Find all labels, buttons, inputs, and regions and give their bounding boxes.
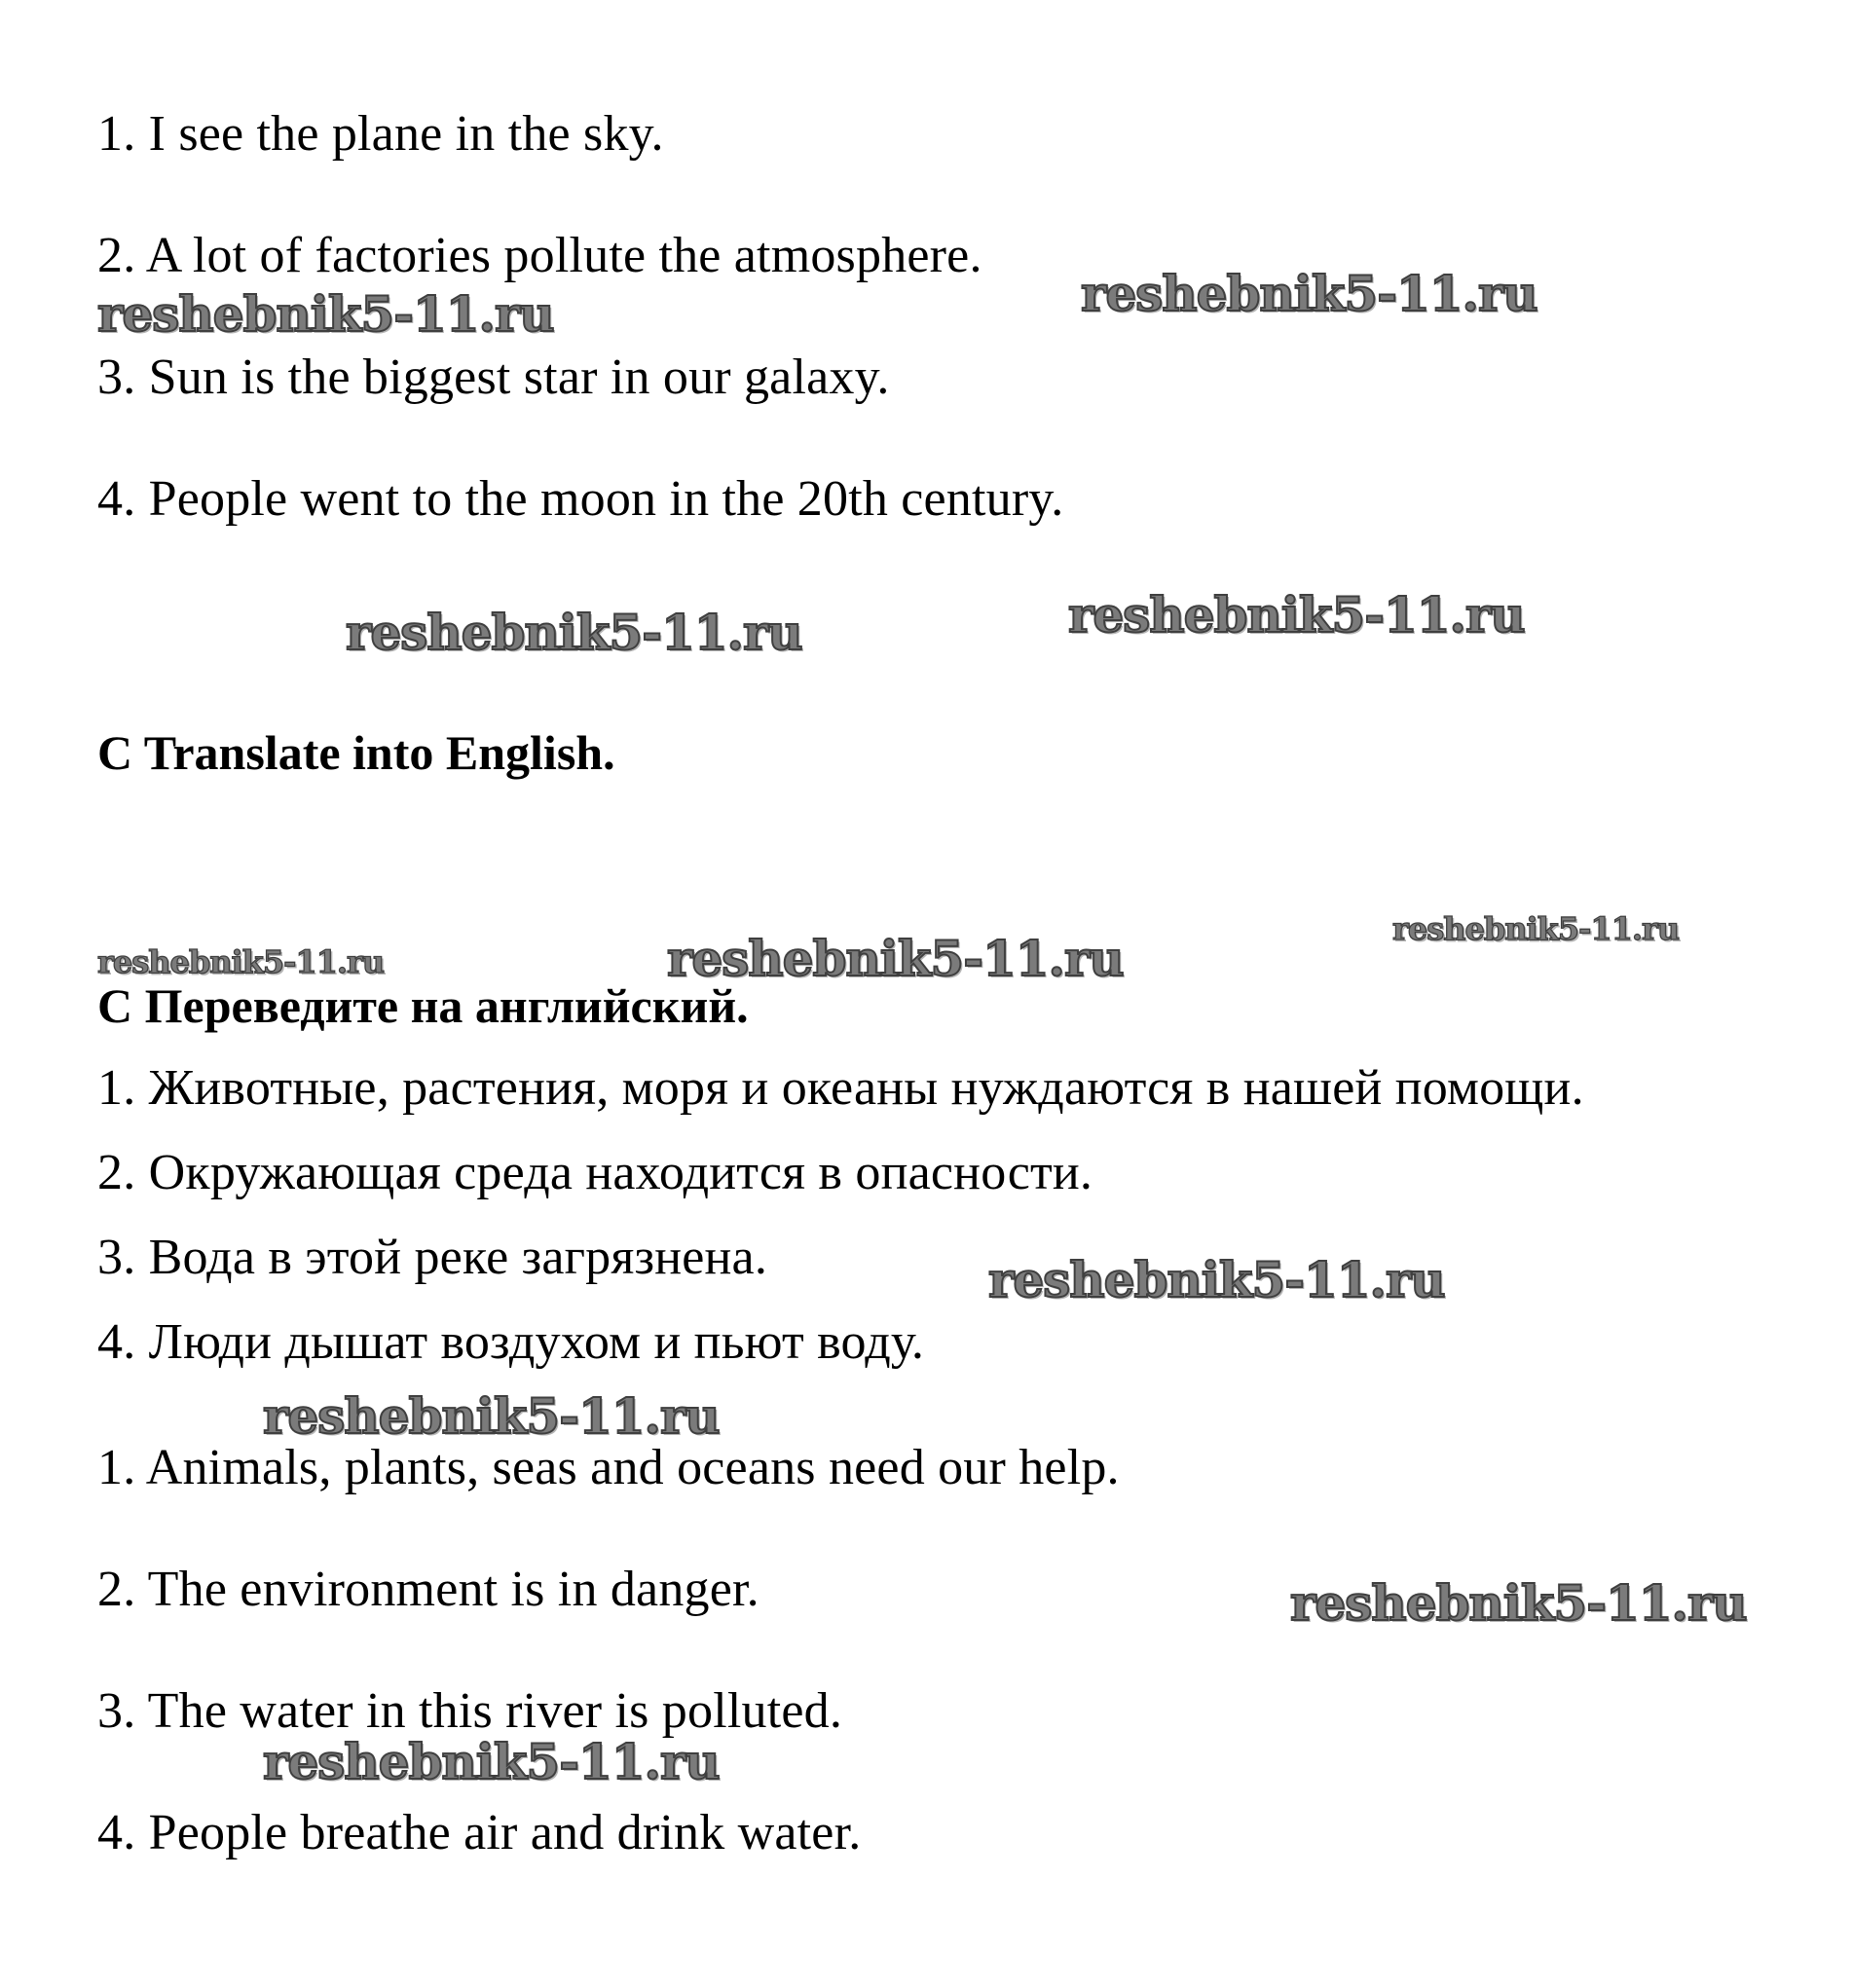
watermark-7: reshebnik5-11.ru [1392,910,1680,947]
english-translation-4: 4. People breathe air and drink water. [97,1805,862,1860]
answer-b-4: 4. People went to the moon in the 20th century. [97,471,1064,527]
watermark-8: reshebnik5-11.ru [988,1251,1445,1308]
russian-sentence-4: 4. Люди дышат воздухом и пьют воду. [97,1314,925,1370]
watermark-11: reshebnik5-11.ru [263,1733,720,1790]
russian-sentence-2: 2. Окружающая среда находится в опасности. [97,1145,1093,1200]
english-translation-2: 2. The environment is in danger. [97,1562,759,1617]
russian-sentence-3: 3. Вода в этой реке загрязнена. [97,1230,768,1285]
russian-sentence-1: 1. Животные, растения, моря и океаны нуждаются в нашей помощи. [97,1060,1584,1116]
answer-b-1: 1. I see the plane in the sky. [97,106,664,162]
watermark-4: reshebnik5-11.ru [1068,586,1525,644]
watermark-5: reshebnik5-11.ru [97,943,385,980]
watermark-1: reshebnik5-11.ru [97,285,554,343]
watermark-6: reshebnik5-11.ru [667,930,1124,987]
watermark-2: reshebnik5-11.ru [1081,265,1537,322]
heading-translate-into-english: C Translate into English. [97,725,615,780]
watermark-9: reshebnik5-11.ru [263,1387,720,1445]
watermark-3: reshebnik5-11.ru [346,604,802,661]
watermark-10: reshebnik5-11.ru [1290,1574,1747,1632]
english-translation-1: 1. Animals, plants, seas and oceans need our help. [97,1440,1120,1495]
answer-b-2: 2. A lot of factories pollute the atmosphere. [97,228,982,283]
english-translation-3: 3. The water in this river is polluted. [97,1683,843,1739]
heading-russian: С Переведите на английский. [97,978,749,1033]
answer-b-3: 3. Sun is the biggest star in our galaxy. [97,350,890,405]
